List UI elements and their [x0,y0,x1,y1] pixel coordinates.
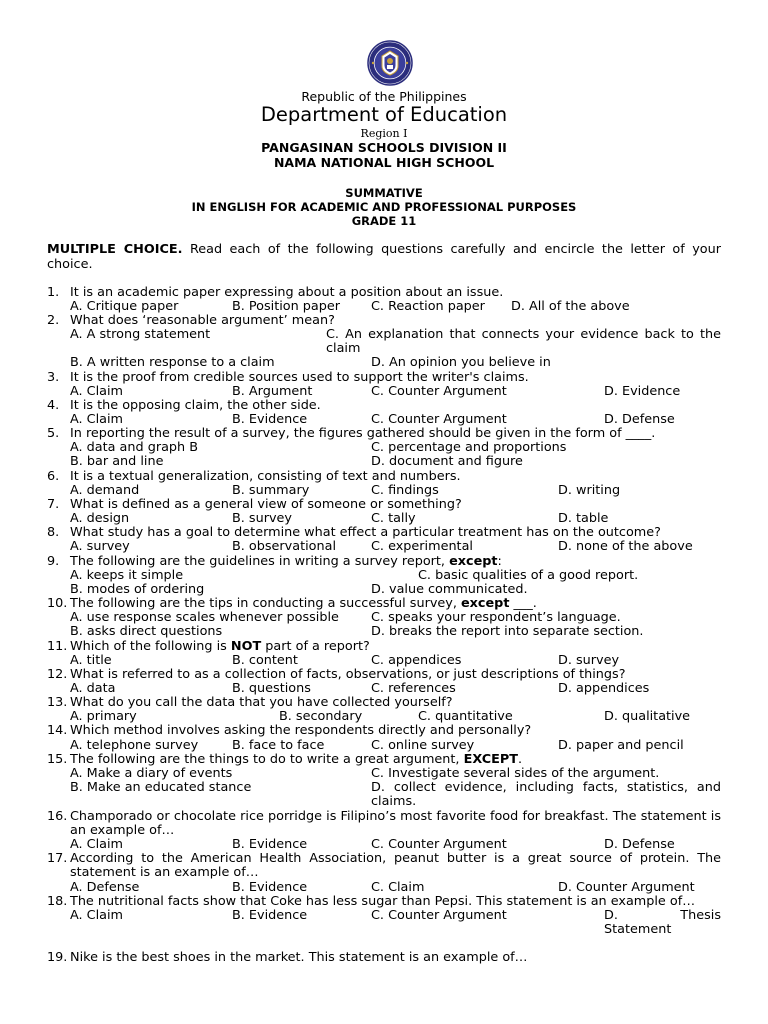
choice-b: B. modes of ordering [70,582,205,597]
choice-a: A. survey [70,539,130,554]
question-number: 14. [47,723,68,738]
choice-d: D. writing [558,483,621,498]
emphasis-text: except [449,554,498,569]
choice-b: B. Evidence [232,837,308,852]
choice-c: C. online survey [371,738,475,753]
choice-d: D. appendices [558,681,650,696]
choice-a: A. Defense [70,880,140,895]
choice-b: B. Evidence [232,880,308,895]
question-stem: Nike is the best shoes in the market. This statement is an example of… [70,950,528,965]
choice-c: C. experimental [371,539,473,554]
choice-a: A. use response scales whenever possible [70,610,339,625]
choice-b: B. questions [232,681,311,696]
question-number: 19. [47,950,68,965]
exam-subject: IN ENGLISH FOR ACADEMIC AND PROFESSIONAL PURPOSES [191,200,577,214]
choice-a: A. Claim [70,412,124,427]
question-stem: What study has a goal to determine what effect a particular treatment has on the outcome? [70,525,661,540]
choice-c: C. Reaction paper [371,299,485,314]
choice-c: C. Counter Argument [371,837,507,852]
choice-b: B. summary [232,483,310,498]
question-stem: It is the opposing claim, the other side. [70,398,321,413]
question-number: 6. [47,469,60,484]
choice-c: C. Claim [371,880,425,895]
choice-a: A. keeps it simple [70,568,184,583]
question-number: 15. [47,752,68,767]
question-stem: What do you call the data that you have collected yourself? [70,695,453,710]
choice-d: D. Defense [604,837,675,852]
question-stem: What does ‘reasonable argument’ mean? [70,313,335,328]
choice-a: A. Claim [70,837,124,852]
question-number: 10. [47,596,68,611]
choice-a: A. design [70,511,130,526]
question-number: 18. [47,894,68,909]
question-stem: In reporting the result of a survey, the figures gathered should be given in the form of ____. [70,426,656,441]
question-stem: It is the proof from credible sources used to support the writer's claims. [70,370,529,385]
choice-a: A. title [70,653,112,668]
choice-d: D. Thesis Statement [604,908,721,937]
question-stem: The nutritional facts show that Coke has less sugar than Pepsi. This statement is an example of… [70,894,696,909]
choice-d: D. An opinion you believe in [371,355,551,370]
emphasis-text: except [460,596,510,611]
choice-c: C. findings [371,483,439,498]
emphasis-text: NOT [230,639,262,654]
choice-d: D. qualitative [604,709,691,724]
instructions-text: Read each of the following questions carefully and encircle the letter of your choice. [47,242,721,272]
choice-a: A. telephone survey [70,738,199,753]
choice-c: C. tally [371,511,416,526]
choice-c: C. quantitative [418,709,513,724]
question-number: 17. [47,851,68,866]
question-stem: Which of the following is NOT part of a report? [70,639,370,654]
question-number: 12. [47,667,68,682]
choice-d: D. Counter Argument [558,880,695,895]
division-line: PANGASINAN SCHOOLS DIVISION II [261,140,507,155]
question-number: 3. [47,370,60,385]
choice-d: D. paper and pencil [558,738,684,753]
school-name: NAMA NATIONAL HIGH SCHOOL [273,155,495,170]
question-number: 1. [47,285,60,300]
choice-d: D. breaks the report into separate section. [371,624,644,639]
choice-b: B. asks direct questions [70,624,223,639]
choice-c: C. An explanation that connects your evidence back to the claim [326,327,721,356]
instructions [47,242,721,272]
question-number: 16. [47,809,68,824]
choice-b: B. Make an educated stance [70,780,252,795]
choice-b: B. secondary [279,709,363,724]
question-stem: The following are the things to do to write a great argument, EXCEPT. [70,752,523,767]
choice-d: D. All of the above [511,299,630,314]
question-number: 8. [47,525,60,540]
question-number: 2. [47,313,60,328]
choice-d: D. Defense [604,412,675,427]
choice-b: B. observational [232,539,336,554]
choice-c: C. appendices [371,653,462,668]
choice-a: A. data and graph B [70,440,199,455]
question-stem: Champorado or chocolate rice porridge is Filipino’s most favorite food for breakfast. The statement is an example of… [70,809,721,838]
region-line: Region I [360,127,408,140]
choice-a: A. A strong statement [70,327,211,342]
question-stem: Which method involves asking the respondents directly and personally? [70,723,532,738]
choice-d: D. document and figure [371,454,523,469]
choice-a: A. Claim [70,384,124,399]
exam-grade: GRADE 11 [351,214,417,228]
choice-c: C. basic qualities of a good report. [418,568,639,583]
choice-b: B. A written response to a claim [70,355,275,370]
choice-d: D. none of the above [558,539,693,554]
choice-b: B. Position paper [232,299,341,314]
choice-d: D. value communicated. [371,582,528,597]
choice-d: D. collect evidence, including facts, statistics, and claims. [371,780,721,809]
question-stem: What is referred to as a collection of facts, observations, or just descriptions of things? [70,667,626,682]
question-number: 11. [47,639,68,654]
department-title: Department of Education [260,103,508,126]
choice-c: C. percentage and proportions [371,440,567,455]
question-stem: According to the American Health Association, peanut butter is a great source of protein. The statement is an example of… [70,851,721,880]
choice-c: C. Counter Argument [371,908,507,923]
choice-c: C. speaks your respondent’s language. [371,610,621,625]
question-stem: The following are the guidelines in writing a survey report, except: [70,554,502,569]
question-stem: What is defined as a general view of someone or something? [70,497,462,512]
exam-title: SUMMATIVE [345,186,423,200]
question-number: 4. [47,398,60,413]
choice-d: D. survey [558,653,620,668]
choice-c: C. references [371,681,456,696]
choice-b: B. survey [232,511,292,526]
emphasis-text: EXCEPT [463,752,518,767]
instructions-label: MULTIPLE CHOICE. [47,242,183,257]
choice-b: B. bar and line [70,454,164,469]
question-stem: It is a textual generalization, consisting of text and numbers. [70,469,461,484]
republic-line: Republic of the Philippines [301,89,467,104]
question-number: 9. [47,554,60,569]
choice-a: A. demand [70,483,140,498]
choice-d: D. table [558,511,609,526]
choice-a: A. Critique paper [70,299,179,314]
choice-a: A. Claim [70,908,124,923]
choice-b: B. Evidence [232,412,308,427]
question-number: 7. [47,497,60,512]
choice-b: B. content [232,653,298,668]
choice-b: B. face to face [232,738,325,753]
choice-a: A. data [70,681,116,696]
choice-c: C. Counter Argument [371,384,507,399]
choice-a: A. Make a diary of events [70,766,233,781]
question-stem: It is an academic paper expressing about a position about an issue. [70,285,504,300]
choice-b: B. Evidence [232,908,308,923]
choice-d: D. Evidence [604,384,681,399]
question-number: 13. [47,695,68,710]
deped-seal-logo [367,40,413,86]
choice-c: C. Counter Argument [371,412,507,427]
choice-a: A. primary [70,709,137,724]
choice-b: B. Argument [232,384,313,399]
question-stem: The following are the tips in conducting a successful survey, except ___. [70,596,537,611]
question-number: 5. [47,426,60,441]
choice-c: C. Investigate several sides of the argument. [371,766,660,781]
